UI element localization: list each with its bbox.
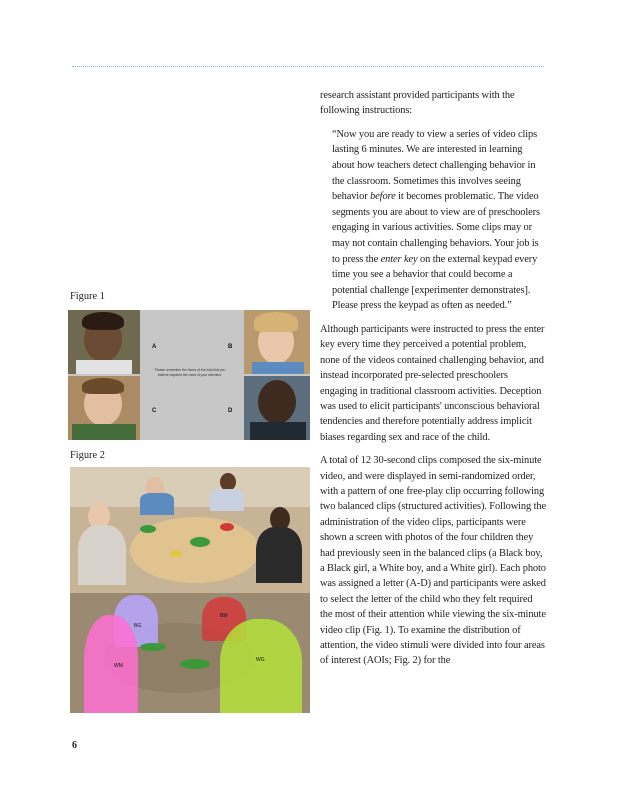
figure1-label: Figure 1	[70, 291, 105, 302]
aoi-label-wg: WG	[256, 657, 265, 663]
photo-c	[68, 376, 140, 440]
aoi-label-bg: BG	[134, 623, 142, 629]
aoi-wg	[220, 619, 302, 713]
figure2-image	[70, 467, 310, 713]
text-column	[320, 88, 546, 669]
figure2-label: Figure 2	[70, 450, 105, 461]
letter-c: C	[152, 408, 157, 414]
photo-a	[68, 310, 140, 374]
aoi-photo	[70, 593, 310, 713]
figure1-message: Please remember the faces of the kids that you believe required the most of your attention.	[154, 368, 226, 377]
letter-b: B	[228, 344, 233, 350]
classroom-photo	[70, 467, 310, 593]
photo-d	[244, 376, 310, 440]
figure1-image	[68, 310, 310, 440]
page-number: 6	[72, 740, 77, 751]
method-paragraph: A total of 12 30-second clips composed the six-minute video, and were displayed in semi-randomized order, with a pattern of one free-play clip occurring following two balanced clips (structured activities). Following the administration of the video clips, participants were shown a screen with photos of the four children they had previously seen in the balanced clips (a Black boy, a Black girl, a White boy, and a White girl). Each photo was assigned a letter (A-D) and participants were asked to select the letter of the child who they felt required the most of their attention while viewing the six-minute video clip (Fig. 1). To examine the distribution of attention, the video stimuli were divided into four areas of interest (AOIs; Fig. 2) for the	[320, 455, 547, 667]
instructions-quote: “Now you are ready to view a series of video clips lasting 6 minutes. We are interested in learning about how teachers detect challenging behavior in the classroom. Sometimes this involves seeing behavior before it becomes problematic. The video segments you are about to view are of preschoolers engaging in various activities. Some clips may or may not contain challenging behaviors. Your job is to press the enter key on the external keypad every time you see a behavior that could become a potential challenge [experimenter demonstrates]. Please press the keypad as often as needed.”	[332, 128, 540, 312]
photo-b	[244, 310, 310, 374]
aoi-label-bm: BM	[220, 613, 228, 619]
intro-paragraph: research assistant provided participants with the following instructions:	[320, 90, 515, 117]
aoi-label-wm: WM	[114, 663, 123, 669]
header-rule	[72, 66, 544, 67]
aoi-wm	[84, 615, 138, 713]
deception-paragraph: Although participants were instructed to press the enter key every time they perceived a potential problem, none of the videos contained challenging behavior, and instead incorporated pre-selected preschoolers engaging in traditional classroom activities. Deception was used to elicit participants' unconscious behavioral tendencies and therefore potentially address implicit biases regarding sex and race of the child.	[320, 323, 545, 443]
letter-a: A	[152, 344, 157, 350]
letter-d: D	[228, 408, 233, 414]
